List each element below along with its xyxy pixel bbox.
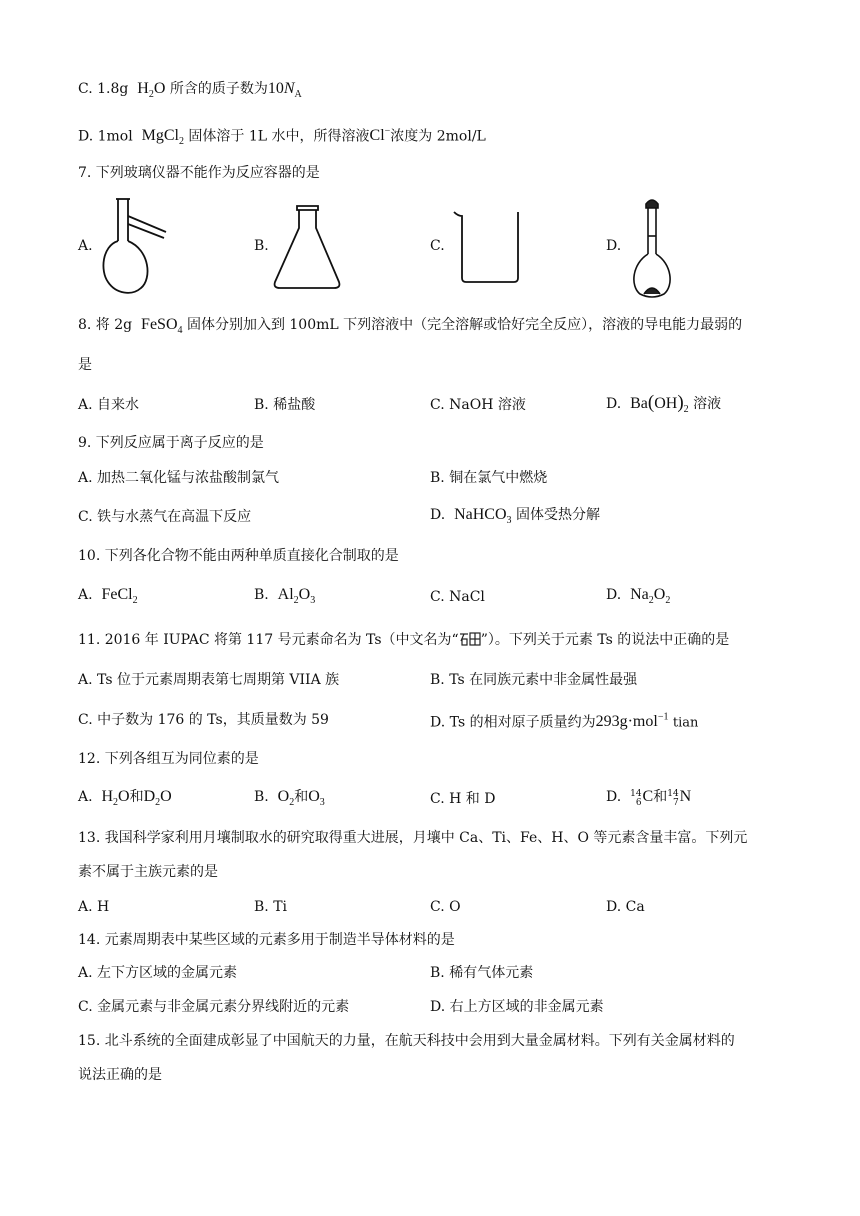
q10-option-a[interactable]: A. FeCl$_2$ [78, 586, 138, 607]
q8-option-b[interactable]: B. 稀盐酸 [254, 397, 316, 413]
proton-number: $10N_A$ [267, 80, 302, 101]
q8-stem-cont: 是 [78, 357, 92, 373]
q7-option-b-label[interactable]: B. [254, 238, 269, 254]
distilling-flask-icon [98, 196, 170, 298]
isotope-n14-notation: 14 7 [667, 789, 679, 808]
q7-option-d-label[interactable]: D. [606, 238, 622, 254]
molar-mass: 293g·mol$^{-1}$ [595, 712, 669, 731]
q13-stem: 13. 我国科学家利用月壤制取水的研究取得重大进展，月壤中 Ca、Ti、Fe、H、O 等元素含量丰富。下列元 [78, 830, 748, 846]
q9-option-a[interactable]: A. 加热二氧化锰与浓盐酸制氯气 [78, 470, 280, 486]
formula-fecl2: FeCl$_2$ [101, 586, 138, 607]
formula-o3: $O_3$ [308, 788, 325, 809]
q6-option-d: D. 1mol MgCl$_2$ 固体溶于 1L 水中，所得溶液Cl−浓度为 2mol/L [78, 126, 486, 148]
q12-option-a[interactable]: A. $H_2O$和$D_2O$ [78, 788, 172, 809]
q10-option-d[interactable]: D. $Na_2O_2$ [606, 586, 671, 607]
q13-option-c[interactable]: C. O [430, 899, 461, 915]
q12-option-d[interactable]: D. 14 6C和14 7N [606, 788, 692, 808]
q13-option-d[interactable]: D. Ca [606, 899, 645, 915]
q10-option-b[interactable]: B. $Al_2O_3$ [254, 586, 316, 607]
q9-option-d[interactable]: D. NaHCO$_3$ 固体受热分解 [430, 506, 600, 527]
q14-option-b[interactable]: B. 稀有气体元素 [430, 965, 534, 981]
q15-stem: 15. 北斗系统的全面建成彰显了中国航天的力量，在航天科技中会用到大量金属材料。下列有关金属材料的 [78, 1033, 735, 1049]
formula-baoh2: $Ba(OH)_2$ [630, 392, 689, 416]
formula-d2o: $D_2O$ [143, 788, 172, 809]
formula-mgcl2: MgCl$_2$ [141, 127, 184, 148]
formula-al2o3: $Al_2O_3$ [277, 586, 316, 607]
formula-o2: $O_2$ [277, 788, 295, 809]
q11-stem: 11. 2016 年 IUPAC 将第 117 号元素命名为 Ts（中文名为“ ”）。下列关于元素 Ts 的说法中正确的是 [78, 632, 730, 648]
q10-stem: 10. 下列各化合物不能由两种单质直接化合制取的是 [78, 548, 399, 564]
q11-option-b[interactable]: B. Ts 在同族元素中非金属性最强 [430, 672, 638, 688]
q8-option-c[interactable]: C. NaOH 溶液 [430, 397, 526, 413]
q13-option-b[interactable]: B. Ti [254, 899, 288, 915]
q7-option-c-label[interactable]: C. [430, 238, 445, 254]
q9-option-b[interactable]: B. 铜在氯气中燃烧 [430, 470, 548, 486]
q7-option-a-label[interactable]: A. [78, 238, 93, 254]
q11-option-c[interactable]: C. 中子数为 176 的 Ts，其质量数为 59 [78, 712, 329, 728]
q12-option-c[interactable]: C. H 和 D [430, 791, 496, 807]
q9-option-c[interactable]: C. 铁与水蒸气在高温下反应 [78, 509, 252, 525]
formula-na2o2: $Na_2O_2$ [630, 586, 671, 607]
ts-chinese-name-glyph [459, 631, 481, 647]
formula-h2o-a: $H_2O$ [101, 788, 130, 809]
q6-option-c: C. 1.8g $H_2O$ 所含的质子数为$10N_A$ [78, 80, 302, 101]
q12-stem: 12. 下列各组互为同位素的是 [78, 751, 259, 767]
q7-stem: 7. 下列玻璃仪器不能作为反应容器的是 [78, 165, 320, 181]
ion-cl: Cl− [369, 126, 391, 145]
formula-nahco3: NaHCO$_3$ [454, 506, 512, 527]
q14-stem: 14. 元素周期表中某些区域的元素多用于制造半导体材料的是 [78, 932, 455, 948]
q14-option-a[interactable]: A. 左下方区域的金属元素 [78, 965, 238, 981]
q8-option-d[interactable]: D. $Ba(OH)_2$ 溶液 [606, 392, 722, 416]
q13-stem-cont: 素不属于主族元素的是 [78, 864, 218, 880]
formula-feso4: FeSO$_4$ [141, 316, 183, 337]
q9-stem: 9. 下列反应属于离子反应的是 [78, 435, 264, 451]
q13-option-a[interactable]: A. H [78, 899, 110, 915]
beaker-icon [452, 208, 522, 284]
q15-stem-cont: 说法正确的是 [78, 1067, 162, 1083]
q8-stem: 8. 将 2g FeSO$_4$ 固体分别加入到 100mL 下列溶液中（完全溶解或恰好完全反应），溶液的导电能力最弱的 [78, 316, 743, 337]
q14-option-d[interactable]: D. 右上方区域的非金属元素 [430, 999, 604, 1015]
q11-option-a[interactable]: A. Ts 位于元素周期表第七周期第 VIIA 族 [78, 672, 340, 688]
q10-option-c[interactable]: C. NaCl [430, 589, 485, 605]
q11-option-d[interactable]: D. Ts 的相对原子质量约为293g·mol$^{-1}$ tian [430, 712, 699, 731]
formula-h2o: $H_2O$ [137, 80, 166, 101]
q14-option-c[interactable]: C. 金属元素与非金属元素分界线附近的元素 [78, 999, 350, 1015]
isotope-c14-notation: 14 6 [630, 789, 642, 808]
conical-flask-icon [270, 204, 344, 290]
q12-option-b[interactable]: B. $O_2$和$O_3$ [254, 788, 325, 809]
volumetric-flask-icon [628, 196, 676, 300]
q8-option-a[interactable]: A. 自来水 [78, 397, 140, 413]
